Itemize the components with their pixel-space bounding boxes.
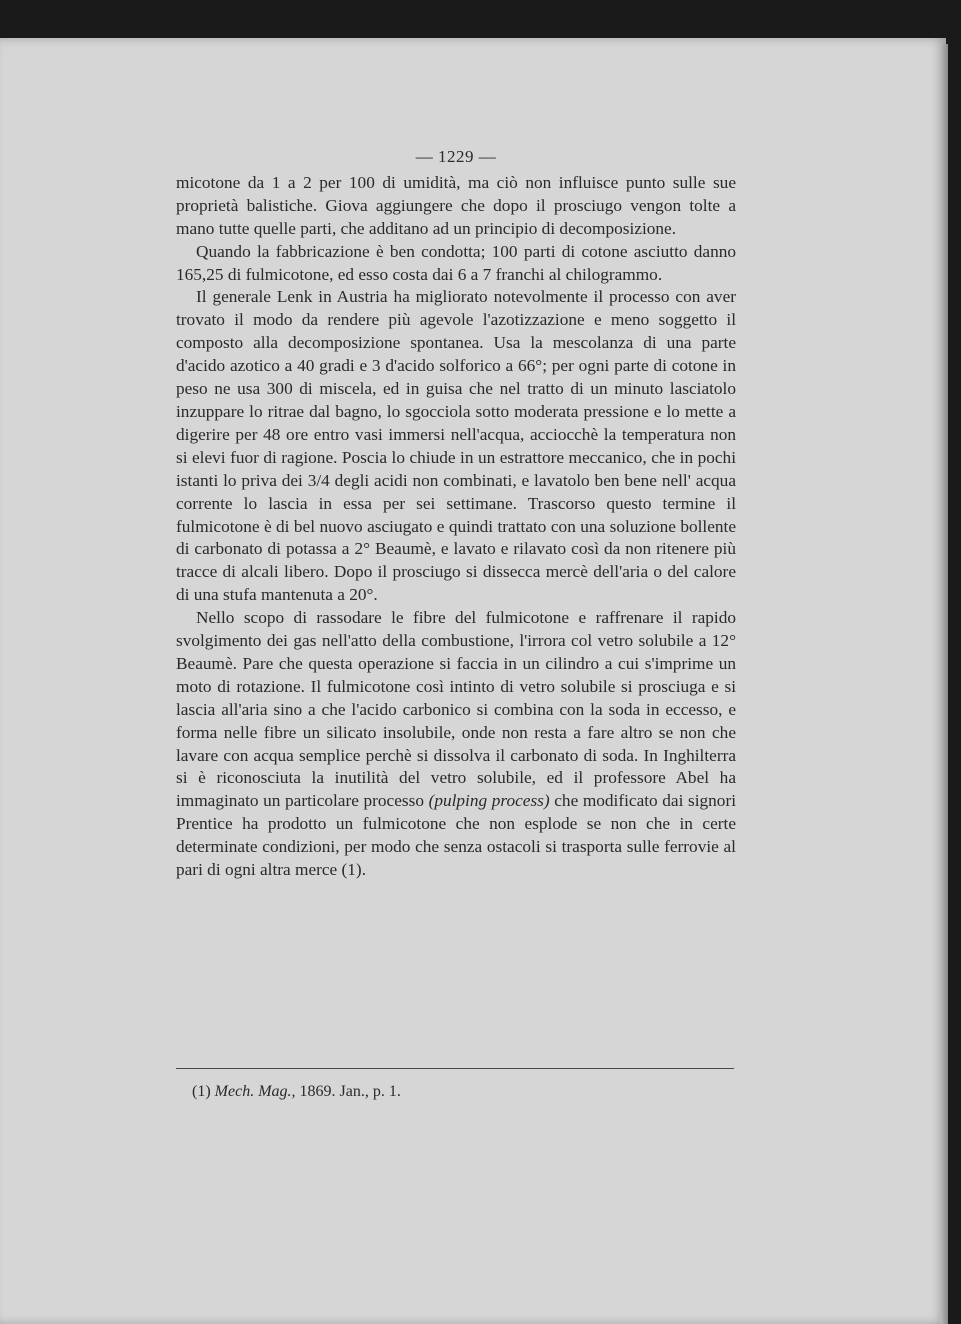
- footnote: [192, 1083, 401, 1101]
- paragraph-2: Quando la fabbricazione è ben condotta; 100 parti di cotone asciutto danno 165,25 di fulmicotone, ed esso costa dai 6 a 7 franchi al chilogrammo.: [176, 241, 736, 284]
- paragraph-4-start: Nello scopo di rassodare le fibre del fulmicotone e raffrenare il rapido svolgimento dei gas nell'atto della combustione, l'irrora col vetro solubile a 12° Beaumè. Pare che questa operazione si faccia in un cilindro a cui s'imprime un moto di rotazione. Il fulmicotone così intinto di vetro solubile si prosciuga e si lascia all'aria sino a che l'acido carbonico si combina con la soda in eccesso, e forma nelle fibre un silicato insolubile, onde non resta a fare altro se non che lavare con acqua semplice perchè si dissolva il carbonato di soda. In Inghilterra si è riconosciuta la inutilità del vetro solubile, ed il professore Abel ha immaginato un particolare processo: [176, 608, 736, 811]
- footnote-marker: (1): [192, 1083, 211, 1100]
- page-number: — 1229 —: [415, 147, 497, 166]
- footnote-divider: [176, 1068, 734, 1069]
- paragraph-1: micotone da 1 a 2 per 100 di umidità, ma ciò non influisce punto sulle sue proprietà balistiche. Giova aggiungere che dopo il prosciugo vengon tolte a mano tutte quelle parti, che additano ad un principio di decomposizione.: [176, 172, 736, 238]
- paragraph-3: Il generale Lenk in Austria ha migliorato notevolmente il processo con aver trovato il modo da rendere più agevole l'azotizzazione e meno soggetto il composto alla decomposizione spontanea. Usa la mescolanza di una parte d'acido azotico a 40 gradi e 3 d'acido solforico a 66°; per ogni parte di cotone in peso ne usa 300 di miscela, ed in guisa che nel tratto di un minuto lasciatolo inzuppare lo ritrae dal bagno, lo sgocciola sotto moderata pressione e lo mette a digerire per 48 ore entro vasi immersi nell'acqua, acciocchè la temperatura non si elevi fuor di ragione. Poscia lo chiude in un estrattore meccanico, che in pochi istanti lo priva dei 3/4 degli acidi non combinati, e lavatolo ben bene nell' acqua corrente lo lascia in essa per sei settimane. Trascorso questo termine il fulmicotone è di bel nuovo asciugato e quindi trattato con una soluzione bollente di carbonato di potassa a 2° Beaumè, e lavato e rilavato così da non ritenere più tracce di alcali libero. Dopo il prosciugo si dissecca mercè dell'aria o del calore di una stufa mantenuta a 20°.: [176, 287, 736, 605]
- page-edge: [940, 44, 948, 1324]
- pulping-process-term: (pulping process): [428, 791, 550, 811]
- paragraph-4-end: che modificato dai signori Prentice ha prodotto un fulmicotone che non esplode se non che in certe determinate condizioni, per modo che senza ostacoli si trasporta sulle ferrovie al pari di ogni altra merce (1).: [176, 791, 737, 880]
- footnote-source: Mech. Mag.,: [214, 1083, 296, 1100]
- footnote-rest: 1869. Jan., p. 1.: [299, 1083, 401, 1100]
- paragraph-4: [176, 607, 736, 882]
- body-text: [176, 146, 736, 882]
